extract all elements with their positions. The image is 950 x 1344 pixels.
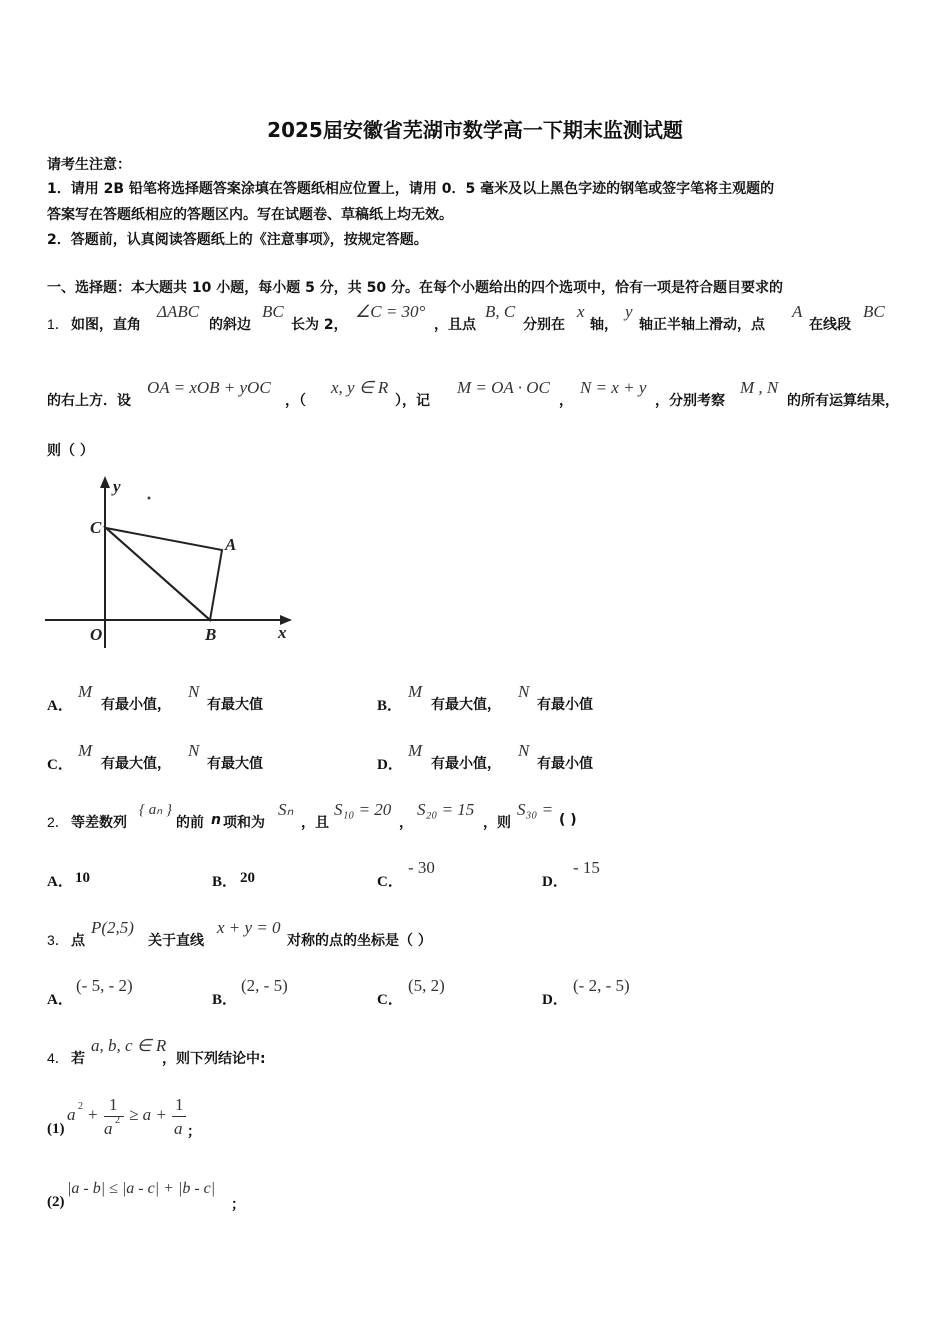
option-var: M [78,682,93,701]
option-label: C． [377,874,403,890]
q2-formula-s30: S₃₀ = [517,800,554,819]
q1-number: 1． [47,316,69,332]
q2-number: 2． [47,814,69,830]
q2-text: ， [399,815,413,831]
c1-frac-bar2 [172,1116,186,1117]
q1-formula-x: x [577,302,585,321]
q1-text: 的所有运算结果， [787,393,899,409]
q2-text: ，且 [301,815,329,831]
q1-text: ，（ [285,393,306,409]
q2-text: 等差数列 [71,815,127,831]
q4-number: 4． [47,1050,69,1066]
c1-a: a [67,1105,76,1124]
c1-plus: + [88,1105,98,1124]
q1-text: 的斜边 [209,317,251,333]
option-value: - 30 [408,858,435,877]
q4-formula-domain: a, b, c ∈ R [91,1036,167,1055]
q1-text: ，且点 [434,317,476,333]
q2-formula-s10: S₁₀ = 20 [334,800,392,819]
option-var: M [408,741,423,760]
q1-text: 长为 2， [291,317,348,333]
q2-option-b[interactable] [212,858,362,892]
option-var: M [78,741,93,760]
label-o: O [90,625,103,644]
q1-formula-angle: ∠C = 30° [355,302,426,321]
option-label: D． [377,757,403,773]
notice-line-2: 2．答题前，认真阅读答题纸上的《注意事项》，按规定答题。 [47,232,428,248]
q2-formula-s20: S₂₀ = 15 [417,800,475,819]
q1-formula-domain: x, y ∈ R [331,378,389,397]
q1-option-c[interactable] [47,741,347,775]
q1-text: 在线段 [809,317,851,333]
q1-formula-n: N = x + y [580,378,647,397]
option-text: 有最小值 [537,756,593,772]
segment-cb [106,528,210,620]
label-x: x [278,623,287,642]
q3-option-a[interactable] [47,976,197,1010]
c1-num2: 1 [175,1095,184,1114]
c1-sq: 2 [78,1101,83,1112]
q4-text: ，则下列结论中: [162,1051,266,1067]
option-var: N [188,741,200,760]
option-value: 20 [240,870,255,886]
q1-text: 轴， [590,317,618,333]
label-a: A [225,535,237,554]
conclusion-label: (2) [47,1194,65,1210]
option-var: N [188,682,200,701]
q1-formula-m: M = OA · OC [457,378,550,397]
option-label: A． [47,992,73,1008]
page-title: 2025届安徽省芜湖市数学高一下期末监测试题 [267,118,683,142]
conclusion-label: (1) [47,1121,65,1137]
q2-text: 项和为 [223,815,265,831]
option-label: A． [47,874,73,890]
q2-n: n [211,812,221,828]
option-label: C． [47,757,73,773]
q1-option-d[interactable] [377,741,677,775]
q2-formula-seq: { aₙ } [139,802,172,818]
q1-formula-vector: OA = xOB + yOC [147,378,271,397]
q1-figure [40,470,300,655]
q3-line [47,918,647,954]
c1-ge: ≥ a + [129,1105,167,1124]
triangle-abc [106,528,222,620]
section-heading: 一、选择题：本大题共 10 小题，每小题 5 分，共 50 分。在每个小题给出的四个选项中，恰有一项是符合题目要求的 [47,280,783,296]
option-var: N [518,682,530,701]
q2-option-a[interactable] [47,858,197,892]
q1-option-a[interactable] [47,682,347,716]
c1-den2: a [174,1119,183,1138]
option-label: B． [212,874,238,890]
option-var: N [518,741,530,760]
q1-text: 分别在 [523,317,565,333]
y-arrow [100,476,110,488]
notice-heading: 请考生注意： [47,157,131,173]
option-text: 有最大值， [101,756,171,772]
q1-prompt: 则（ ） [47,443,94,459]
q1-text: 如图，直角 [71,317,141,333]
q3-text: 对称的点的坐标是（ ） [287,933,432,949]
notice-line-1a: 1．请用 2B 铅笔将选择题答案涂填在答题纸相应位置上，请用 0．5 毫米及以上黑色字迹的钢笔或签字笔将主观题的 [47,181,775,197]
option-text: 有最小值， [431,756,501,772]
q3-number: 3． [47,932,69,948]
q3-text: 关于直线 [148,933,204,949]
c1-den-sq: 2 [115,1115,120,1126]
q4-conclusion-1 [47,1095,297,1145]
q1-option-b[interactable] [377,682,677,716]
option-label: D． [542,992,568,1008]
q1-formula-bc: BC [262,302,284,321]
option-value: (- 5, - 2) [76,976,133,995]
q3-text: 点 [71,933,85,949]
option-text: 有最大值， [431,697,501,713]
option-label: C． [377,992,403,1008]
q1-text: ，分别考察 [655,393,725,409]
q1-text: 的右上方．设 [47,393,131,409]
q4-line [47,1036,447,1072]
q1-formula-bc2: BC [863,302,885,321]
q4-conclusion-2 [47,1180,347,1216]
option-value: (2, - 5) [241,976,288,995]
q2-line [47,800,747,836]
q2-option-d[interactable] [542,858,692,892]
q3-formula-line: x + y = 0 [217,918,281,937]
option-text: 有最大值 [207,697,263,713]
c2-end: ； [231,1197,245,1213]
q1-formula-y: y [625,302,633,321]
c1-frac-bar [104,1116,124,1117]
q1-text: ， [559,393,573,409]
q2-text: 的前 [176,815,204,831]
q3-option-c[interactable] [377,976,527,1010]
option-label: A． [47,698,73,714]
q1-formula-triangle: ΔABC [157,302,200,321]
q3-option-b[interactable] [212,976,362,1010]
label-y: y [113,477,121,496]
option-text: 有最小值 [537,697,593,713]
q2-text: ( ) [559,812,577,828]
notice-line-1b: 答案写在答题纸相应的答题区内。写在试题卷、草稿纸上均无效。 [47,207,453,223]
label-b: B [205,625,217,644]
option-label: B． [377,698,403,714]
option-text: 有最小值， [101,697,171,713]
c1-end: ； [187,1124,201,1140]
option-value: (- 2, - 5) [573,976,630,995]
c1-num: 1 [109,1095,118,1114]
q1-text: 轴正半轴上滑动，点 [639,317,765,333]
q1-formula-points: B, C [485,302,516,321]
option-label: B． [212,992,238,1008]
dot [148,497,151,500]
option-value: (5, 2) [408,976,445,995]
q2-formula-sn: Sₙ [278,800,294,819]
label-c: C [90,518,102,537]
option-text: 有最大值 [207,756,263,772]
option-value: - 15 [573,858,600,877]
q1-formula-mn: M , N [740,378,779,397]
q1-formula-a: A [792,302,803,321]
option-label: D． [542,874,568,890]
c2-expr: |a - b| ≤ |a - c| + |b - c| [67,1180,216,1197]
q2-option-c[interactable] [377,858,527,892]
option-value: 10 [75,870,90,886]
q3-option-d[interactable] [542,976,692,1010]
q3-formula-point: P(2,5) [91,918,134,937]
q2-text: ，则 [483,815,511,831]
c1-den: a [104,1119,113,1138]
option-var: M [408,682,423,701]
q1-text: ），记 [395,393,430,409]
q4-text: 若 [71,1051,85,1067]
